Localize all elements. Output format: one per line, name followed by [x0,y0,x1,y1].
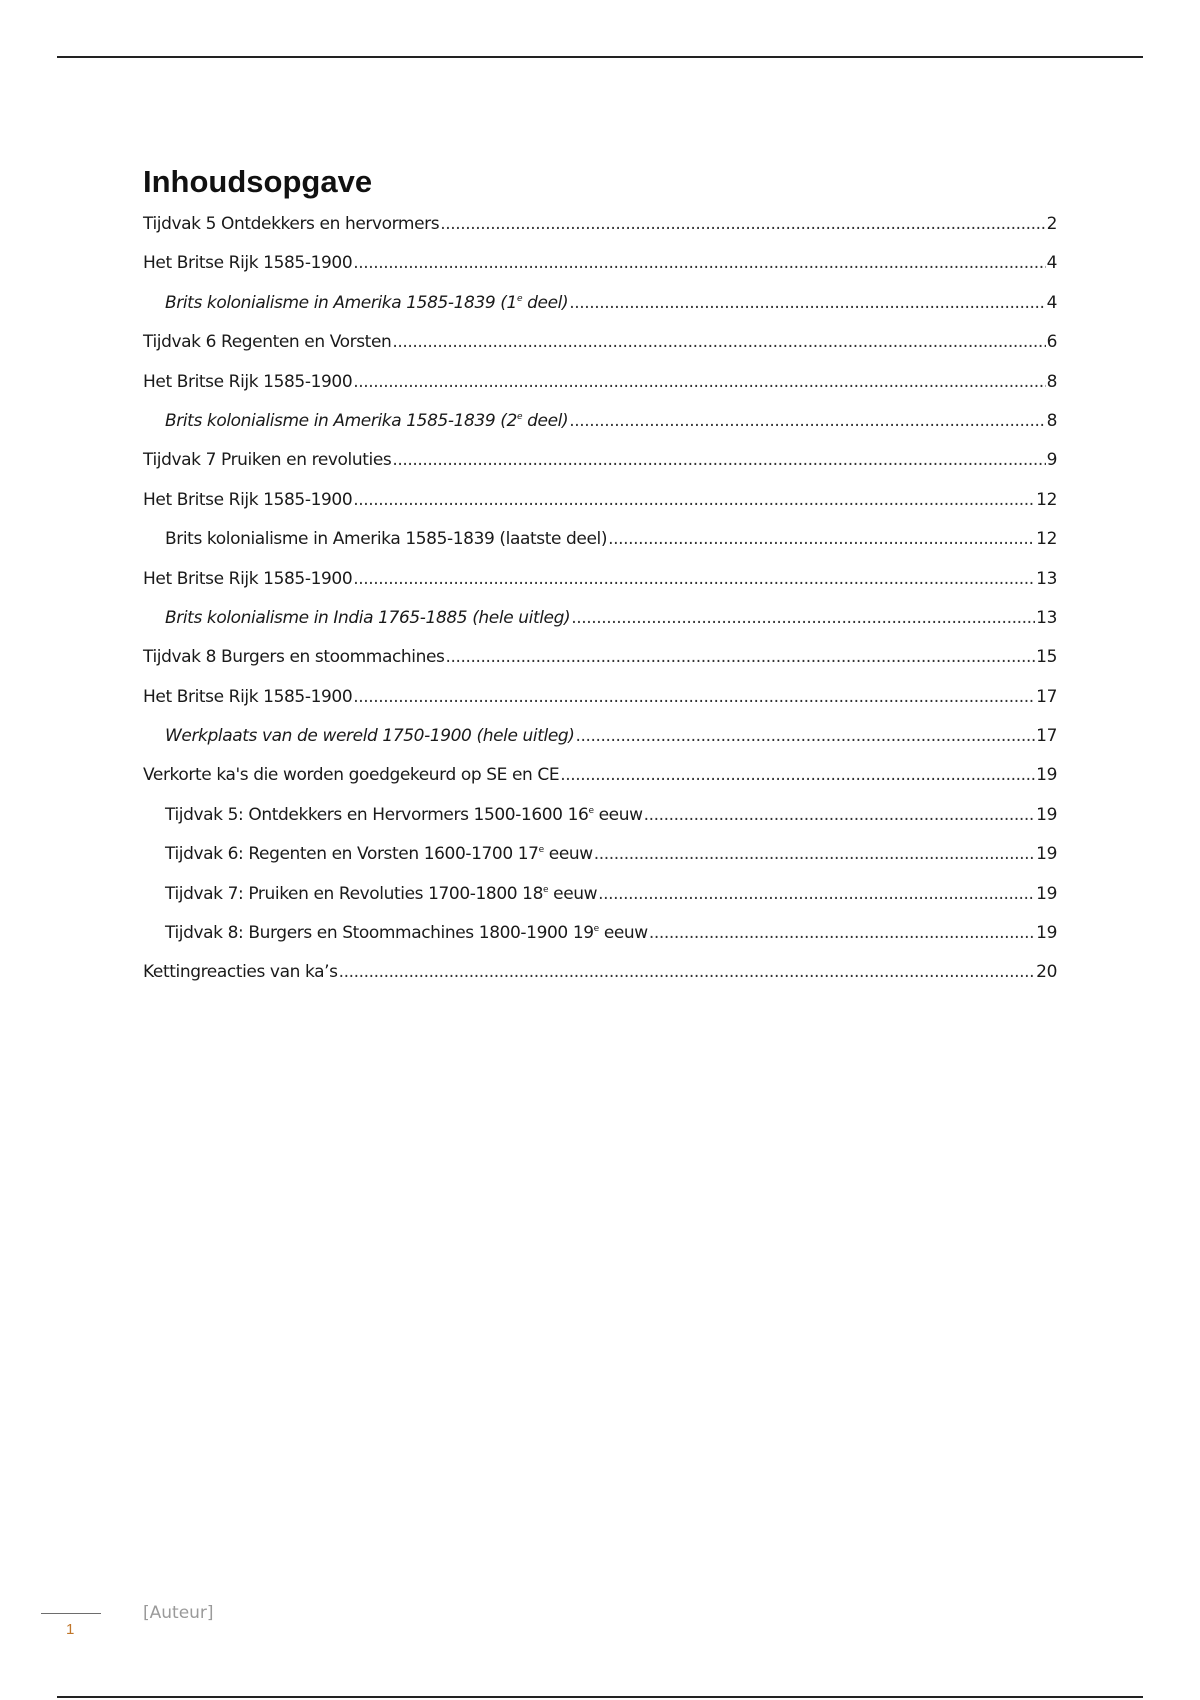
toc-entry-label-suffix: deel) [522,410,569,431]
toc-page-number: 13 [1036,568,1057,589]
toc-entry-text [165,844,593,864]
toc-entry-label: Verkorte ka's die worden goedgekeurd op SE en CE [143,765,560,786]
toc-entry-label: Tijdvak 5: Ontdekkers en Hervormers 1500-1600 16 [165,804,589,825]
toc-entry-label: Tijdvak 8 Burgers en stoommachines [143,647,445,668]
footer-page-number: 1 [66,1621,75,1638]
toc-dot-leader [560,765,1035,785]
toc-dot-leader [440,214,1045,234]
toc-entry[interactable] [143,214,1057,253]
toc-page-number: 13 [1036,607,1057,628]
toc-entry[interactable] [143,293,1057,332]
toc-page-number: 4 [1046,292,1057,313]
toc-entry[interactable] [143,805,1057,844]
toc-entry-text [143,962,338,982]
toc-entry-label: Brits kolonialisme in Amerika 1585-1839 (laatste deel) [165,529,608,550]
toc-entry-text [143,450,391,470]
toc-dot-leader [353,569,1035,589]
header-rule [57,56,1143,58]
toc-dot-leader [569,293,1045,313]
toc-entry[interactable] [143,450,1057,489]
toc-dot-leader [571,608,1035,628]
toc-page-number: 12 [1036,489,1057,510]
toc-entry-text [165,608,570,628]
toc-entry-label: Het Britse Rijk 1585-1900 [143,253,353,274]
toc-page-number: 17 [1036,686,1057,707]
toc-dot-leader [446,647,1036,667]
toc-page-number: 19 [1036,923,1057,944]
toc-entry-text [165,884,597,904]
toc-entry-text [143,647,445,667]
footer-author-placeholder[interactable]: [Auteur] [143,1603,214,1623]
toc-entry[interactable] [143,962,1057,1001]
toc-entry[interactable] [143,884,1057,923]
toc-entry-label: Brits kolonialisme in Amerika 1585-1839 (2 [165,410,517,431]
toc-entry-label: Tijdvak 5 Ontdekkers en hervormers [143,214,440,234]
toc-entry-text [143,214,439,234]
toc-entry[interactable] [143,726,1057,765]
toc-dot-leader [392,450,1045,470]
toc-entry-text [165,529,607,549]
toc-dot-leader [649,923,1035,943]
toc-entry-text [165,726,575,746]
toc-entry-text [143,253,352,273]
toc-entry-label: Het Britse Rijk 1585-1900 [143,489,353,510]
toc-dot-leader [576,726,1036,746]
toc-entry[interactable] [143,647,1057,686]
toc-entry-label: Kettingreacties van ka’s [143,962,338,983]
toc-entry-superscript: e [543,884,549,895]
toc-entry[interactable] [143,372,1057,411]
footer-page-rule [41,1613,101,1614]
toc-entry-text [165,923,648,943]
toc-entry[interactable] [143,923,1057,962]
toc-page-number: 19 [1036,765,1057,786]
toc-entry-label-suffix: deel) [522,292,569,313]
toc-entry-label: Brits kolonialisme in India 1765-1885 (hele uitleg) [165,607,571,628]
toc-page-number: 19 [1036,844,1057,865]
toc-entry-label: Brits kolonialisme in Amerika 1585-1839 (1 [165,292,517,313]
toc-page-number: 20 [1036,962,1057,983]
toc-entry-text [143,765,559,785]
toc-entry-label: Het Britse Rijk 1585-1900 [143,371,353,392]
toc-entry[interactable] [143,529,1057,568]
toc-page-number: 8 [1046,410,1057,431]
toc-entry[interactable] [143,765,1057,804]
toc-entry-text [143,372,352,392]
toc-entry-superscript: e [538,845,544,856]
toc-entry-label-suffix: eeuw [548,883,598,904]
toc-entry-superscript: e [588,805,594,816]
toc-entry-label: Tijdvak 8: Burgers en Stoommachines 1800-1900 19 [165,923,594,944]
toc-dot-leader [594,844,1035,864]
toc-entry-text [143,687,352,707]
toc-page-number: 6 [1046,332,1057,353]
toc-page-number: 12 [1036,529,1057,550]
toc-entry[interactable] [143,608,1057,647]
toc-entry-superscript: e [516,411,523,422]
toc-title: Inhoudsopgave [143,164,373,199]
toc-entry[interactable] [143,569,1057,608]
toc-entry[interactable] [143,411,1057,450]
toc-entry-text [143,332,391,352]
toc-dot-leader [392,332,1045,352]
toc-page-number: 2 [1046,214,1057,234]
toc-page-number: 19 [1036,883,1057,904]
toc-entry[interactable] [143,332,1057,371]
toc-entry-label: Tijdvak 6: Regenten en Vorsten 1600-1700 17 [165,844,539,865]
toc-dot-leader [353,687,1035,707]
toc-entry[interactable] [143,490,1057,529]
toc-entry[interactable] [143,253,1057,292]
toc-entry-label-suffix: eeuw [593,804,643,825]
toc-page-number: 4 [1046,253,1057,274]
toc-entry-label: Tijdvak 7: Pruiken en Revoluties 1700-1800 18 [165,883,543,904]
toc-entry-superscript: e [516,293,523,304]
toc-dot-leader [598,884,1035,904]
toc-dot-leader [339,962,1036,982]
toc-entry-label: Tijdvak 7 Pruiken en revoluties [143,450,392,471]
toc-entry-text [165,805,643,825]
toc-entry[interactable] [143,687,1057,726]
toc-dot-leader [608,529,1035,549]
toc-entry-text [165,293,568,313]
toc-entry-label: Werkplaats van de wereld 1750-1900 (hele uitleg) [165,726,575,747]
toc-dot-leader [353,253,1045,273]
toc-entry-text [165,411,568,431]
toc-page-number: 9 [1046,450,1057,471]
toc-entry-label: Tijdvak 6 Regenten en Vorsten [143,332,392,353]
toc-page-number: 15 [1036,647,1057,668]
toc-dot-leader [569,411,1045,431]
toc-page-number: 8 [1046,371,1057,392]
toc-entry-superscript: e [593,924,599,935]
toc-entry-label: Het Britse Rijk 1585-1900 [143,568,353,589]
toc-page-number: 19 [1036,804,1057,825]
toc-entry-label-suffix: eeuw [543,844,593,865]
toc-list [143,214,1057,1002]
toc-page-number: 17 [1036,726,1057,747]
toc-entry-label-suffix: eeuw [598,923,648,944]
toc-dot-leader [353,372,1045,392]
toc-entry-text [143,490,352,510]
toc-entry[interactable] [143,844,1057,883]
footer-rule [57,1696,1143,1698]
toc-dot-leader [353,490,1035,510]
toc-dot-leader [644,805,1036,825]
toc-entry-label: Het Britse Rijk 1585-1900 [143,686,353,707]
toc-entry-text [143,569,352,589]
